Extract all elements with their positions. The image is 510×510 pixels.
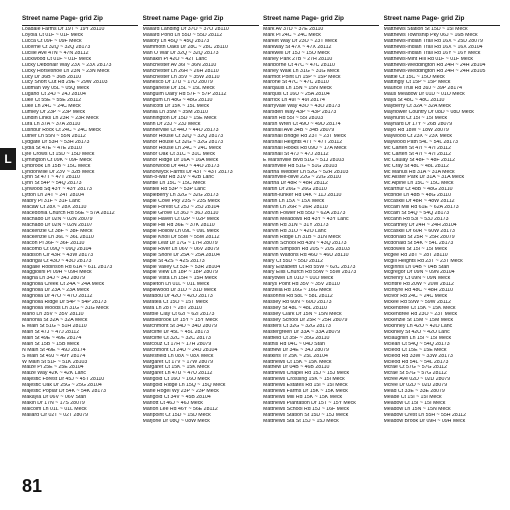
- street-index-row: Marley Walk Ln 31G ~ 31G Meck: [263, 68, 340, 74]
- street-index-row: Maywood Ct 23X ~ 23X Meck: [383, 133, 452, 139]
- street-index-row: Mccartney Dr 24H ~ 24H 28104: [383, 222, 457, 228]
- street-index-row: Matthews-Weddington Rd 24H ~ 24H 28105: [383, 68, 486, 74]
- street-index-row: Maurice Trull Rd 39J ~ 39P 28174: [383, 86, 462, 92]
- street-index-row: Mathew Dr 34E ~ 34J 28079: [263, 347, 329, 353]
- street-index-row: Mannerville Ct 44O ~ 44O 28173: [142, 127, 219, 133]
- street-index-row: Mccann Rd 53I ~ 53J 28173: [383, 217, 449, 222]
- street-index-row: Matkins Tr 25K ~ 25L 28104: [263, 353, 328, 359]
- street-index-row: Mallard Landing Dr 37O ~ 37O 28110: [142, 27, 229, 32]
- street-index-row: Madrigal Ct 43O ~ 43O 28173: [22, 258, 92, 264]
- street-index-row: Masters Ct 32G ~ 32G 28173: [263, 323, 331, 329]
- street-index-row: Loyola Ct 01F ~ 01F Meck: [22, 32, 83, 38]
- street-index-row: Markwell Dr 15J ~ 15O Meck: [263, 50, 330, 56]
- street-index-row: Mallory Ln 45Q ~ 45Q 28173: [142, 38, 210, 44]
- street-index-row: Mclean Ct 54Q ~ 54Q 28173: [383, 341, 450, 347]
- street-index-row: Marsh Wren Ct 49O ~ 49O 28174: [263, 122, 341, 127]
- street-index-row: Manchester Ln 35V ~ 35W 28110: [142, 74, 220, 80]
- street-index-row: Marabou Dr 42O ~ 42O 28173: [142, 294, 213, 300]
- street-index-row: Mary Ct 55D ~ 55D 28112: [263, 258, 324, 264]
- street-index-row: Manor Oak Ct 31C ~ 31C Meck: [142, 151, 216, 157]
- street-index-row: Matthews Sta St 15J ~ 15J Meck: [263, 418, 339, 424]
- street-index-row: Maplewood Dr 31D ~ 31D Meck: [142, 288, 217, 294]
- street-index-row: Martin-lunker Rd 04K ~ 11J 28110: [263, 193, 342, 199]
- street-index-row: Maize Way 42K ~ 42K Lanc: [22, 371, 86, 377]
- street-index-row: Lynn St 47T ~ 47T 28110: [22, 175, 80, 181]
- street-index-row: Lucky Debonair Way 23X ~ 23X 28173: [22, 62, 112, 68]
- street-index-row: Maggiolini Pl 09H ~ 09H Meck: [22, 270, 92, 276]
- street-index-row: Matthews Station St 15D ~ 15J Meck: [263, 412, 349, 418]
- street-index-row: Mccain Mill Rd 61E ~ 62A 28173: [383, 205, 459, 211]
- street-index-row: Mcree Dr 02D ~ 02D 28079: [383, 383, 448, 389]
- street-index-row: Meadow Ct 15I ~ 15I Meck: [383, 401, 446, 407]
- street-index-row: Mariott Ct 46J ~ 46J Meck: [142, 401, 203, 407]
- street-index-row: Lyndonville Dr 23V ~ 32B Meck: [22, 169, 95, 175]
- street-index-row: Magnolia Woods Ln 31G ~ 31G Meck: [22, 306, 109, 312]
- header-rule: [263, 25, 379, 26]
- street-index-row: Lundin Links Ln 23R ~ 23R Meck: [22, 116, 99, 122]
- street-index-row: Mcree Ave 02D ~ 02D 28079: [383, 377, 451, 383]
- street-index-row: Marchmont Ct 24U ~ 24U 28104: [142, 347, 218, 353]
- street-index-row: Meade Ct 15I ~ 15I Meck: [383, 395, 442, 401]
- street-index-row: Macedonia Church Rd 56E ~ 57A 28112: [22, 211, 115, 217]
- street-index-row: Maynard Dr 17Y ~ 26B 28079: [383, 122, 453, 127]
- street-index-row: Marryvale Way 43O ~ 43O 28173: [263, 104, 341, 110]
- street-index-row: Marblebrook Dr 15Y ~ 15Y Meck: [142, 317, 218, 323]
- street-index-row: Marvin Fowler Rd 55U ~ 62A 28173: [263, 211, 346, 217]
- street-index-row: Marone St 47C ~ 47C 28110: [263, 80, 329, 86]
- street-index-row: Mcrae Ct 57G ~ 57G 28112: [383, 365, 447, 371]
- street-index-row: Matthews Crossing 15K ~ 15I Meck: [263, 377, 345, 383]
- street-index-row: Manorwyck Farms Dr 43T ~ 43T 28173: [142, 169, 233, 175]
- street-index-row: Manguim Dairy Rd 57F ~ 57P 28112: [142, 92, 227, 98]
- street-index-row: Mcgregor Dr 09N ~ 09N 28104: [383, 270, 455, 276]
- street-index-row: Maywood Path 54L ~ 54L 28173: [383, 139, 458, 145]
- street-index-row: Margaret Ln 47U ~ 47U 28112: [142, 371, 213, 377]
- street-index-row: Mackenzie Ct 38F ~ 38F Meck: [22, 228, 93, 234]
- street-index-row: Marvin Ln 26R ~ 26R 28110: [263, 205, 328, 211]
- street-index-row: Lynbrook Ln 15B ~ 15C Meck: [22, 163, 91, 169]
- street-index-row: Maize Pl 25E ~ 25E 28104: [22, 365, 84, 371]
- street-index-row: Man O War Dr 32Q ~ 32Q 28173: [142, 50, 219, 56]
- street-index-row: Maple River Ln 06V ~ 06V 28079: [142, 246, 220, 252]
- street-index-row: Lucille Ave 47N ~ 47N 28112: [22, 50, 89, 56]
- street-index-row: Mckendree Rd 23O ~ 23T Meck: [383, 312, 458, 317]
- street-index-row: Mark Pl 24C ~ 24C Meck: [263, 32, 321, 38]
- street-index-row: Mara Ln 28T ~ 28T 28110: [142, 306, 203, 312]
- street-index-row: Marigold Ct 34V ~ 45B 28104: [142, 395, 211, 401]
- street-index-row: Lucerne Ct 32Q ~ 32Q 28173: [22, 44, 91, 50]
- street-index-row: Mcdonald St 25R ~ 25R 28079: [383, 234, 455, 240]
- street-index-row: Marlborne Ct 47C ~ 47C 28110: [263, 62, 335, 68]
- street-index-row: Majestic Poplar Dr 54K ~ 54K 28173: [22, 389, 107, 395]
- street-index-row: Mcdowell St 15I ~ 15I Meck: [383, 246, 448, 252]
- street-index-row: Maple Cove Pky 23S ~ 23S Meck: [142, 199, 220, 205]
- street-index-row: Macaw Ct 28X ~ 28X 28110: [22, 205, 87, 211]
- street-index-row: Maple Vista Ln 15H ~ 15H Meck: [142, 276, 217, 282]
- street-index-row: Mathis Rd 04C ~ 04D Stan: [263, 341, 325, 347]
- street-index-row: Margaret Ct 15K ~ 15K Meck: [142, 365, 210, 371]
- street-index-row: Mccaskill Dr 48R ~ 48W 28112: [383, 199, 455, 205]
- street-index-row: Maple Shore Dr 25A ~ 25A 28104: [142, 252, 220, 258]
- street-index-row: Market Way Dr 23O ~ 23T Meck: [263, 38, 338, 44]
- header-rule: [384, 25, 500, 26]
- street-index-row: Meadow Brook Dr 09H ~ 09H Meck: [383, 418, 466, 424]
- street-index-row: Mcleod Ct 15E ~ 15E Meck: [383, 347, 447, 353]
- street-index-row: Macomb Ct 09Q ~ 09Q 28104: [22, 246, 92, 252]
- street-index-row: Lynwood Sq 43Y ~ 43Y 28173: [22, 187, 92, 193]
- street-index-row: Mantell Rd 53P ~ 53P Lanc: [142, 187, 206, 193]
- street-index-row: Mann Dr 23J ~ 23J Meck: [142, 122, 201, 127]
- street-index-row: Marshall Heights 47T ~ 47T 28112: [263, 139, 343, 145]
- street-index-row: Marqauis Ln 15N ~ 15N Meck: [263, 86, 332, 92]
- street-index-row: Mckenzie St 15M ~ 15M Meck: [383, 317, 454, 323]
- street-index-row: Mckinley St 42O ~ 42O Lanc: [383, 329, 450, 335]
- street-index-row: Man-o-war Rd 31V ~ 42B Lanc: [142, 175, 214, 181]
- street-index-row: Manganese Dr 15L ~ 15L Meck: [142, 86, 215, 92]
- street-index-row: Main St 49E ~ 49E 28174: [22, 335, 82, 341]
- street-index-row: Marlpoint Ct 15D ~ 15D Meck: [142, 412, 211, 418]
- street-index-row: Massey St 48L ~ 48L 28110: [263, 306, 327, 312]
- street-index-row: Martha Webber Ln 52G ~ 52R 28103: [263, 169, 349, 175]
- street-index-row: Lydia St 47E ~ 47E 28110: [22, 145, 82, 151]
- street-index-row: Lyle Crows Ct 15D ~ 15D Meck: [22, 151, 95, 157]
- index-columns: [22, 0, 502, 510]
- street-index-row: Matthews Chapel Rd 15J ~ 15J Meck: [263, 371, 350, 377]
- street-index-row: Matthews Farms Dr 15K ~ 15K Meck: [263, 389, 348, 395]
- street-index-row: Matthews School Rd 15J ~ 16F Meck: [263, 407, 350, 412]
- street-index-column: [22, 27, 140, 419]
- street-index-row: Mayhurst Ct 15I ~ 15I Meck: [383, 116, 448, 122]
- street-index-row: Lucca Ct 09F ~ 09F Meck: [22, 38, 82, 44]
- street-index-row: Maratea Ct 15O ~ 15T Meck: [142, 300, 208, 306]
- street-index-row: Mayflower Country Dr 08D ~ 08D Meck: [383, 110, 474, 116]
- street-index-row: Matthews-Indian Trail Rd 16X ~ 25D 28079: [383, 38, 483, 44]
- street-index-row: Maple Grove Ct 36J ~ 36J 28110: [142, 211, 219, 217]
- street-index-row: Lugano Ct 24J ~ 24J 28104: [22, 92, 86, 98]
- column-header: Street name Page- grid Zip: [142, 15, 224, 22]
- street-index-row: Martha Dr 48R ~ 48R 28112: [263, 181, 328, 187]
- street-index-row: Mangum Ln 48G ~ 48G 28110: [142, 98, 213, 104]
- street-index-row: Mackenzie Ln 36L ~ 36L 28110: [22, 234, 94, 240]
- street-index-row: Mclaughlin Ln 15I ~ 15I Meck: [383, 335, 452, 341]
- street-index-row: Mckinney Ln 42O ~ 42O Lanc: [383, 323, 453, 329]
- street-index-row: Maple Leaf Dr 17G ~ 17H 28079: [142, 240, 218, 246]
- street-index-row: Margaret Ct 17V ~ 17W 28079: [142, 359, 214, 365]
- street-index-row: Maple Valley Ct 53F ~ 53R 28104: [142, 264, 221, 270]
- street-index-row: Main St 15B ~ 15B Meck: [22, 341, 80, 347]
- street-index-row: Marcliffe Ct 32C ~ 32C 28173: [142, 335, 211, 341]
- street-index-row: Marvin Rd 31O ~ 42O Lanc: [263, 228, 327, 234]
- street-index-row: Marshall Hooks Rd 09U ~ 17A Meck: [263, 145, 347, 151]
- street-index-row: Marigold Ct 16O ~ 16O Meck: [142, 377, 210, 383]
- street-index-row: Maryowel Ln 01O ~ 01O Meck: [263, 276, 334, 282]
- street-index-row: Mcdonald St 54K ~ 54L 28173: [383, 240, 454, 246]
- street-index-row: Marshall Ave 34B ~ 34B 28079: [263, 127, 335, 133]
- street-index-row: Maple Knoll Dr 55M ~ 55M 28112: [142, 234, 220, 240]
- street-index-row: Loadale Farms Dr 19T ~ 19Y 28110: [22, 27, 105, 32]
- street-index-row: Mammoth Oaks Dr 28C ~ 28C 28110: [142, 44, 228, 50]
- street-index-row: Mastergreen Dr 33A ~ 33A 28079: [263, 329, 341, 335]
- street-index-row: Mcrae St 57G ~ 57G 28112: [383, 371, 447, 377]
- street-index-column: [263, 27, 381, 425]
- street-index-row: Marble Clay Ct 62I ~ 62I 28173: [142, 312, 215, 317]
- street-index-row: Maus Meadow Dr 01D ~ 01O Meck: [383, 92, 465, 98]
- street-index-row: Mary Ellis Church Rd 55W ~ 55W 28173: [263, 270, 357, 276]
- street-index-row: Mattie Ct 15C ~ 15O Meck: [383, 74, 445, 80]
- street-index-row: Maya St 48C ~ 48C 28110: [383, 98, 445, 104]
- street-index-row: Mead Ct 33E ~ 33E 28079: [383, 389, 445, 395]
- street-index-row: Luke Ln 24C ~ 24C Meck: [22, 104, 81, 110]
- street-index-row: Matthews-Indian Trail Rd 16Y ~ 16Y Meck: [383, 50, 481, 56]
- street-index-row: Manchester Av 36I ~ 36N 28110: [142, 62, 217, 68]
- street-index-row: Main St 47J ~ 47J 28112: [22, 329, 80, 335]
- street-index-row: Malcolm Ln 01L ~ 01L Meck: [22, 407, 87, 412]
- street-index-row: Mcarthur Ct 48B ~ 48G 28110: [383, 187, 453, 193]
- street-index-row: Marcouz Ct 17H ~ 17H 28079: [142, 341, 212, 347]
- street-index-row: Magalie Robinson Rd 61A ~ 61L 28173: [22, 264, 113, 270]
- street-index-row: Marshville Rd 51G ~ 51G 28103: [263, 163, 338, 169]
- column-header: Street name Page- grid Zip: [263, 15, 344, 22]
- street-index-row: Mcgill Heights Rd 23T ~ 23T Meck: [383, 258, 463, 264]
- street-index-row: Manchester Ln 26H ~ 26H 28110: [142, 68, 219, 74]
- street-index-row: Mallard Pond Ln 55D ~ 55D 28112: [142, 32, 223, 38]
- street-index-row: Maple Hill Rd 36E ~ 37K 28110: [142, 222, 215, 228]
- street-index-row: Mc Alpine Ln 15C ~ 15C Meck: [383, 181, 454, 187]
- street-index-row: Luther Ln 55N ~ 55N 28112: [22, 133, 86, 139]
- header-rule: [22, 25, 138, 26]
- street-index-row: Marshall Bridge Rd 23T ~ 23T Meck: [263, 133, 346, 139]
- street-index-row: Mathew Dr 04B ~ 46B 28110: [263, 365, 330, 371]
- street-index-row: Maresfield Ln 08X ~ 08X Meck: [142, 353, 214, 359]
- street-index-row: Martin Dr 26G ~ 26G 28110: [263, 187, 327, 193]
- street-index-row: Mchenry Ct 09N ~ 09N Meck: [383, 276, 451, 282]
- street-index-row: N Main St 49E ~ 49J 28174: [22, 347, 86, 353]
- street-index-row: Marvin School Rd 43N ~ 43Q 28173: [263, 240, 347, 246]
- street-index-row: Marjorie Dr 08Q ~ 08W Meck: [142, 418, 210, 424]
- street-index-row: Lura Ln 37A ~ 37A 28110: [22, 122, 81, 127]
- street-index-row: Magnolia Ridge Dr 54P ~ 54P 28173: [22, 300, 107, 306]
- street-index-row: Marvin Ridge Ln 31B ~ 31N Meck: [263, 234, 341, 240]
- street-index-row: Lucy Dr 36B ~ 36B 28110: [22, 74, 82, 80]
- street-index-row: Meadow Crest Ln 55H ~ 55H 28112: [383, 412, 467, 418]
- street-index-row: Manakin Pl 42O ~ 42T Lanc: [142, 56, 207, 62]
- street-index-row: Matthews Plantation Dr 15T ~ 15Y Meck: [263, 401, 356, 407]
- street-index-row: Mcivor Rd 24C ~ 24C Meck: [383, 294, 448, 300]
- street-index-row: Marion Lee Rd 46Y ~ 56E 28112: [142, 407, 218, 412]
- street-index-row: Masonhill Rd 58L ~ 58L 28112: [263, 294, 333, 300]
- street-index-row: Massey School Dr 25R ~ 25R 28079: [263, 317, 348, 323]
- street-index-row: Mckendree Ct 15K ~ 15K Meck: [383, 306, 456, 312]
- street-index-row: Magnolia Dr 47O ~ 47O 28112: [22, 294, 93, 300]
- page-number: 81: [22, 476, 43, 496]
- street-index-row: W Main St 51F ~ 51K 28103: [22, 359, 88, 365]
- street-index-row: Matthews Township Pky 06J ~ 16B Meck: [383, 32, 478, 38]
- street-index-row: Mccain St 54Q ~ 54Q 28173: [383, 211, 450, 217]
- street-index-row: Marvin Rd 31N ~ 31Y 28173: [263, 222, 329, 228]
- street-index-row: Mantle Ln 15C ~ 15C Meck: [142, 181, 206, 187]
- street-index-row: Marvin Simpson Rd 20S ~ 20S 28103: [263, 246, 350, 252]
- street-index-row: Matfield Ct 35F ~ 35G 28110: [263, 335, 330, 341]
- street-index-row: Lumley Dr 23P ~ 23P Meck: [22, 110, 86, 116]
- street-index-row: Mcintire Rd 20W ~ 20W 28112: [383, 282, 454, 288]
- street-index-row: Marchmont St 34D ~ 34D 28079: [142, 323, 218, 329]
- street-index-row: S Main St 49J ~ 49Y 28174: [22, 353, 86, 359]
- street-index-row: Markway St 47X ~ 47X 28112: [263, 44, 332, 50]
- street-index-row: Marshville-olive 22G ~ 22G 28110: [263, 175, 342, 181]
- street-index-row: Manor House Ln 24C ~ 24C Meck: [142, 145, 222, 151]
- street-index-row: Manor Ridge Dr 16A ~ 16A Meck: [142, 157, 219, 163]
- street-index-row: Machado Dr 02N ~ 02N 28107: [22, 222, 93, 228]
- street-index-row: Lucky Horseshoe Ln 23N ~ 23N Meck: [22, 68, 110, 74]
- street-index-row: Magna Ln 34J ~ 34J 28079: [22, 276, 86, 282]
- street-index-row: Mcbride Ln 48B ~ 48G 28110: [383, 193, 452, 199]
- street-index-row: Mcleod Rd 33W ~ 33W 28173: [383, 353, 453, 359]
- street-index-row: Lymington Ct 09K ~ 09F Meck: [22, 157, 92, 163]
- street-index-row: Manila Ln 35M ~ 35M 28110: [142, 110, 209, 116]
- street-index-row: Marrick Ln 49I ~ 49I 28174: [263, 98, 325, 104]
- street-index-row: Mc Caulay St 48F ~ 48F 28112: [383, 157, 456, 163]
- street-index-row: Mattingly Ct 15P ~ 15P Meck: [383, 80, 451, 86]
- street-index-row: Majestic Oak Dr 25G ~ 25G 28104: [22, 383, 102, 389]
- street-index-row: E Marshville Blvd 51G ~ 51J 28103: [263, 157, 345, 163]
- street-index-row: Manorwood Dr 44O ~ 44O 28173: [142, 163, 220, 169]
- section-tab: L: [0, 148, 16, 170]
- street-index-row: Maho Ln 35V ~ 35V 28110: [22, 312, 84, 317]
- street-index-row: Ludman Wy 05L ~ 05Q Meck: [22, 86, 90, 92]
- street-index-row: Mc Carten St 47I ~ 47I 28112: [383, 151, 452, 157]
- street-index-row: Luke Ct 55E ~ 55E 28112: [22, 98, 82, 104]
- street-index-row: Mahonia St 32A ~ 32A Meck: [22, 317, 88, 323]
- street-index-row: Machado Dr 02N ~ 02N 28079: [22, 217, 93, 222]
- street-index-column: [143, 27, 261, 425]
- street-index-row: Marzella Rd 16G ~ 16G Meck: [263, 288, 332, 294]
- column-header: Street name Page- grid Zip: [22, 15, 103, 22]
- street-index-row: Mcleod Rd 54L ~ 54L 28173: [383, 359, 449, 365]
- street-index-row: Maple Hollow Ln 09L ~ 09L Meck: [142, 228, 219, 234]
- street-index-column: [384, 27, 502, 425]
- street-index-row: Mcginnis Ln 04B ~ 04B Stan: [383, 264, 450, 270]
- street-index-row: Macon Pl 36F ~ 36F 28110: [22, 240, 85, 246]
- street-index-row: Manor House Ct 32G ~ 32G 28173: [142, 139, 224, 145]
- street-index-row: Matthews Estates Rd 15I ~ 15I Meck: [263, 383, 348, 389]
- street-index-row: Matthews-Weddington Rd 24H ~ 24H 28104: [383, 62, 486, 68]
- street-index-row: Lydgate Dr 53H ~ 53H 28173: [22, 139, 90, 145]
- column-header: Street name Page- grid Zip: [383, 15, 465, 22]
- street-index-row: Marley Park 27B ~ 27H 28110: [263, 56, 333, 62]
- street-index-row: Manesco Dr 17U ~ 17U 28079: [142, 80, 213, 86]
- street-index-row: Marsden Way 43P ~ 43P 28173: [263, 110, 337, 116]
- street-index-row: Maple St 42S ~ 42S 28173: [142, 258, 205, 264]
- street-index-row: Mallard Cir 02T ~ 02T 28079: [22, 412, 88, 418]
- street-index-row: Mc Alister Park Dr 31A ~ 31A Meck: [383, 175, 465, 181]
- street-index-row: Marvin Meadows Rd 43Y ~ 43Y Lanc: [263, 217, 349, 222]
- street-index-row: Matthews Station St 15D ~ 15I Meck: [383, 27, 468, 32]
- street-index-row: Mckee Rd 59W ~ 59W 28112: [383, 300, 452, 306]
- street-index-row: Mayo Rd 18W ~ 18W 28079: [383, 127, 449, 133]
- street-index-row: Manor House Ct 32Q ~ 32Q 28173: [142, 133, 224, 139]
- street-index-row: Matthews-Indian Trail Rd 16X ~ 16X 28104: [383, 44, 483, 50]
- street-index-row: Mayberry Ct 32A ~ 32A Meck: [383, 104, 451, 110]
- street-index-row: Mannington Dr 15D ~ 15E Meck: [142, 116, 217, 122]
- street-index-row: Massey Clark Dr 15N ~ 15N Meck: [263, 312, 342, 317]
- street-index-row: Majestic Forest Dr 45J ~ 45T 28110: [22, 377, 105, 383]
- street-index-row: Lushbur Rock Ct 24C ~ 24C Meck: [22, 127, 101, 133]
- street-index-row: Marsh Rd 55I ~ 55I 28103: [263, 116, 324, 122]
- street-index-row: Martin Ln 15X ~ 15X Meck: [263, 199, 325, 205]
- header-rule: [143, 25, 259, 26]
- street-index-row: Marvin Waltons Rd 46U ~ 46U 28110: [263, 252, 349, 258]
- street-index-row: Marie Rogel Wy 23P ~ 23P Meck: [142, 389, 219, 395]
- street-index-row: Mapleton Ln 01L ~ 01L Meck: [142, 282, 210, 288]
- street-index-row: Manicotti Dr 15K ~ 15L Meck: [142, 104, 210, 110]
- street-index-row: Mc Carten St 47I ~ 47I 28112: [383, 145, 452, 151]
- street-index-row: Mapleberry Ln 32G ~ 32G 28173: [142, 193, 219, 199]
- street-index-row: Madison Cir 43R ~ 43W 28173: [22, 252, 94, 258]
- street-index-row: Mc Cray St 48L ~ 48L 28112: [383, 163, 449, 169]
- street-index-row: Marys Point Rd 35V ~ 35V 28110: [263, 282, 340, 288]
- street-index-row: Mcintyre Rd 48C ~ 48H 28110: [383, 288, 454, 294]
- street-index-row: Maple View Ln 18P ~ 18P 28079: [142, 270, 218, 276]
- street-index-row: Mabry Pl 31F ~ 31F Lanc: [22, 199, 81, 205]
- street-index-row: Luckwood Ct 01F ~ 01F Meck: [22, 56, 92, 62]
- street-index-row: Meadow Ln 15N ~ 15N Meck: [383, 407, 451, 412]
- street-index-row: Magnolia Dr 23A ~ 23A Meck: [22, 288, 90, 294]
- street-index-row: Matthews Mill Rd 15K ~ 15K Meck: [263, 395, 343, 401]
- street-index-row: Makin Dr 17N ~ 17S 28079: [22, 401, 85, 407]
- street-index-row: Mary Elizabeth Ct Rd 55W ~ 62C 28173: [263, 264, 356, 270]
- street-index-row: Marshall St 47J ~ 47J 28112: [263, 151, 329, 157]
- street-index-row: Marmot Point Ln 15P ~ 15P Meck: [263, 74, 341, 80]
- street-index-row: Marigold Ridge Ln 15Q ~ 15Q Meck: [142, 383, 226, 389]
- street-index-row: Mark Av 37D ~ 37E 28110: [263, 27, 324, 32]
- street-index-row: Lytton Ln 24T ~ 24T 28104: [22, 193, 85, 199]
- street-index-row: Massey Rd 60N ~ 60O 28173: [263, 300, 332, 306]
- street-index-row: Matthews Ct 15K ~ 15K Meck: [263, 359, 332, 365]
- street-index-row: Matthews-Mint Hill Rd 01F ~ 01F Meck: [383, 56, 474, 62]
- street-index-row: Lucy Short Cut Rd 29E ~ 29W 28103: [22, 80, 108, 86]
- street-index-row: Maple Forest Ct 25J ~ 25J 28104: [142, 205, 220, 211]
- street-index-row: Marcliffe Dr 45L ~ 45L 28173: [142, 329, 210, 335]
- street-index-row: Maple Haven Ct 02P ~ 02P Meck: [142, 217, 220, 222]
- street-index-row: Mcgee Rd 28T ~ 28T 28110: [383, 252, 448, 258]
- street-index-row: E Main St 51G ~ 51H 28110: [22, 323, 87, 329]
- street-index-row: Marquis Ct 16U ~ 25A 28104: [263, 92, 330, 98]
- street-index-row: Magnolia Creek Ct 24A ~ 24A Meck: [22, 282, 105, 288]
- street-index-row: Mc Manus Rd 31A ~ 31A Meck: [383, 169, 455, 175]
- street-index-row: Lynn St 54P ~ 54Q 28173: [22, 181, 82, 187]
- street-index-row: Mccaskill Dr 60R ~ 60W 28173: [383, 228, 455, 234]
- street-index-row: Makayla Dr 06V ~ 06V Stan: [22, 395, 87, 401]
